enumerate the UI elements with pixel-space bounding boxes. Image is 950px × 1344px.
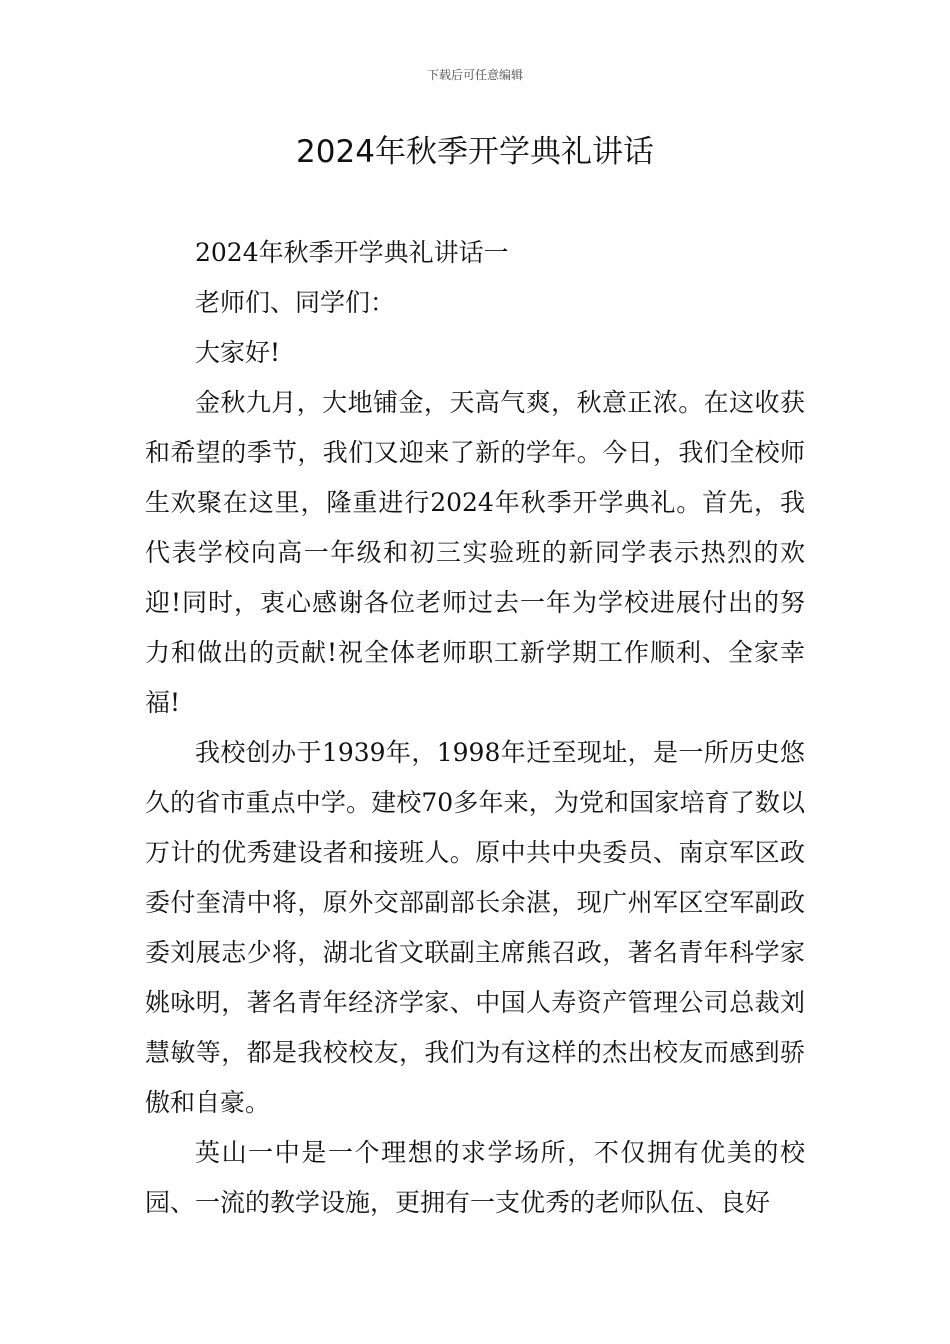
paragraph-opening: 金秋九月，大地铺金，天高气爽，秋意正浓。在这收获和希望的季节，我们又迎来了新的学年。今日，我们全校师生欢聚在这里，隆重进行2024年秋季开学典礼。首先，我代表学校向高一年级和初三实验班的新同学表示热烈的欢迎!同时，衷心感谢各位老师过去一年为学校进展付出的努力和做出的贡献!祝全体老师职工新学期工作顺利、全家幸福! — [145, 388, 805, 717]
paragraph-subtitle: 2024年秋季开学典礼讲话一 — [195, 238, 509, 267]
document-title: 2024年秋季开学典礼讲话 — [296, 134, 654, 170]
paragraph-salutation: 老师们、同学们： — [195, 288, 396, 317]
header-note: 下载后可任意编辑 — [426, 68, 523, 82]
document-body — [145, 228, 805, 1228]
paragraph-school-environment: 英山一中是一个理想的求学场所，不仅拥有优美的校园、一流的教学设施，更拥有一支优秀的老师队伍、良好 — [145, 1138, 805, 1217]
paragraph-greeting: 大家好! — [195, 338, 281, 367]
paragraph-school-history: 我校创办于1939年，1998年迁至现址，是一所历史悠久的省市重点中学。建校70多年来，为党和国家培育了数以万计的优秀建设者和接班人。原中共中央委员、南京军区政委付奎清中将，原外交部副部长余湛，现广州军区空军副政委刘展志少将，湖北省文联副主席熊召政，著名青年科学家姚咏明，著名青年经济学家、中国人寿资产管理公司总裁刘慧敏等，都是我校校友，我们为有这样的杰出校友而感到骄傲和自豪。 — [145, 738, 805, 1117]
